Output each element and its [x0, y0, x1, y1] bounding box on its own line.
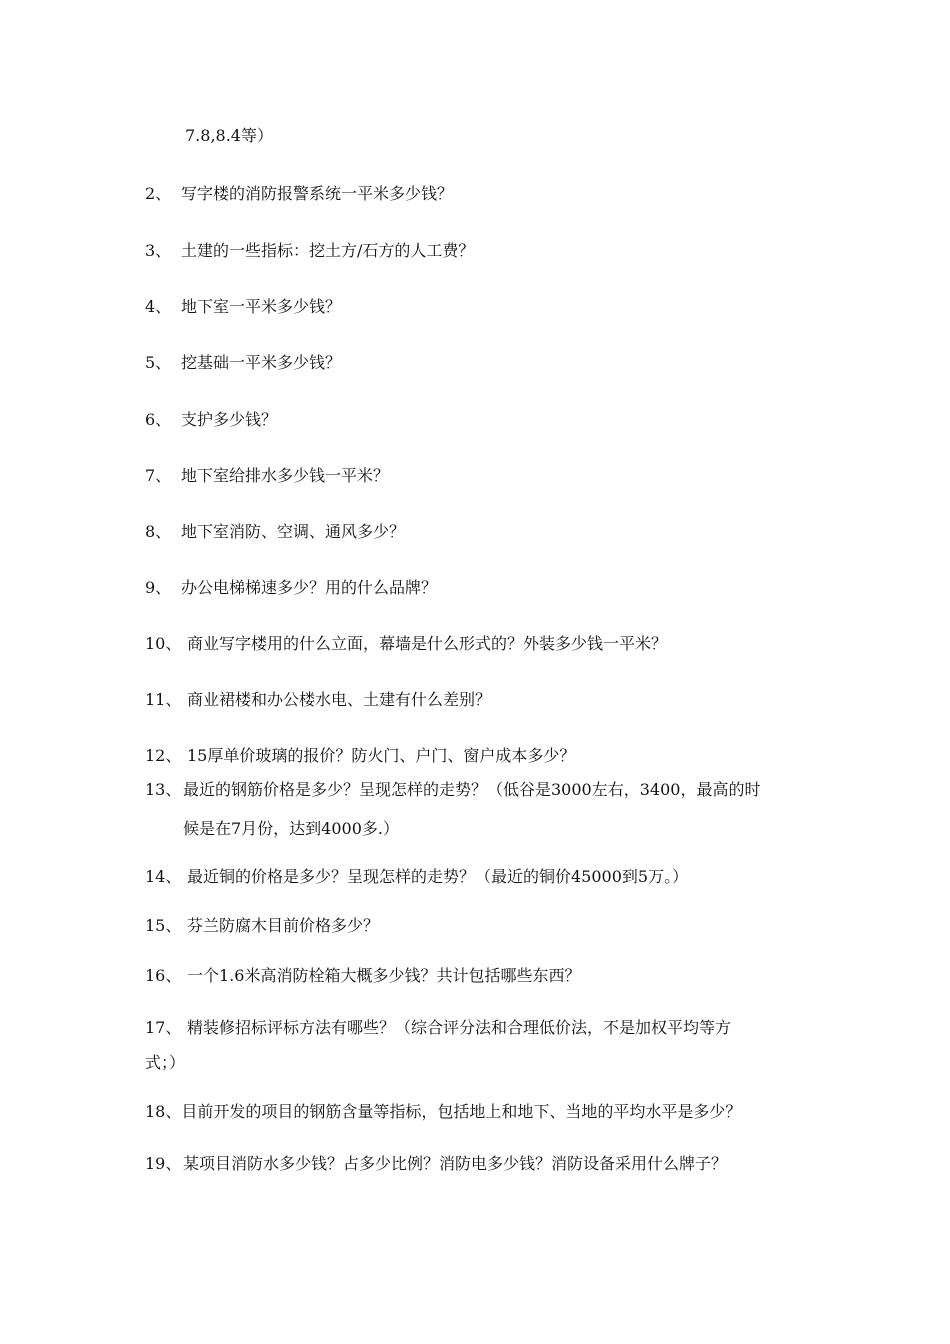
list-item [145, 866, 688, 888]
item-number: 16、 [145, 966, 182, 985]
item-text: 芬兰防腐木目前价格多少？ [187, 916, 380, 935]
item-text: 写字楼的消防报警系统一平米多少钱？ [181, 184, 454, 203]
list-item [145, 1101, 741, 1123]
item-number: 3、 [145, 241, 172, 260]
list-item [145, 240, 474, 262]
item-text: 地下室消防、空调、通风多少？ [181, 522, 406, 541]
list-item [145, 1153, 727, 1175]
item-number: 6、 [145, 410, 172, 429]
list-item [145, 745, 575, 767]
item-number: 10、 [145, 634, 182, 653]
item-text: 最近的钢筋价格是多少？呈现怎样的走势？（低谷是3000左右，3400，最高的时 [183, 780, 761, 799]
continuation-text: 7.8,8.4等） [185, 126, 273, 145]
item-text: 一个1.6米高消防栓箱大概多少钱？共计包括哪些东西？ [187, 966, 581, 985]
item-text: 土建的一些指标：挖土方/石方的人工费？ [181, 241, 475, 260]
list-item [145, 633, 667, 655]
list-item [145, 915, 379, 937]
item-number: 8、 [145, 522, 172, 541]
item-number: 5、 [145, 353, 172, 372]
item-text: 地下室一平米多少钱？ [181, 297, 342, 316]
item-number: 19、 [145, 1154, 182, 1173]
list-item [145, 689, 491, 711]
list-item [145, 296, 341, 318]
list-item-continuation: 候是在7月份，达到4000多.） [183, 819, 399, 838]
list-item [145, 465, 389, 487]
item-text: 地下室给排水多少钱一平米？ [181, 466, 390, 485]
item-text: 商业写字楼用的什么立面，幕墙是什么形式的？外装多少钱一平米？ [187, 634, 668, 653]
item-text: 办公电梯梯速多少？用的什么品牌？ [181, 578, 438, 597]
item-number: 12、 [145, 746, 182, 765]
list-item [145, 521, 405, 543]
item-text: 商业裙楼和办公楼水电、土建有什么差别？ [187, 690, 492, 709]
item-number: 9、 [145, 578, 172, 597]
item-text: 挖基础一平米多少钱？ [181, 353, 342, 372]
item-number: 17、 [145, 1018, 182, 1037]
item-number: 14、 [145, 867, 182, 886]
list-item [145, 183, 453, 205]
list-item [145, 409, 277, 431]
item-text: 某项目消防水多少钱？占多少比例？消防电多少钱？消防设备采用什么牌子？ [183, 1154, 728, 1173]
item-number: 13、 [145, 780, 182, 799]
item-number: 7、 [145, 466, 172, 485]
list-item [145, 352, 341, 374]
list-item [145, 577, 437, 599]
item-text: 最近铜的价格是多少？呈现怎样的走势？（最近的铜价45000到5万。） [187, 867, 689, 886]
item-text: 15厚单价玻璃的报价？防火门、户门、窗户成本多少？ [187, 746, 576, 765]
list-item-continuation: 式；） [145, 1053, 186, 1072]
item-number: 2、 [145, 184, 172, 203]
item-number: 18、 [145, 1102, 182, 1121]
item-number: 11、 [145, 690, 182, 709]
item-number: 15、 [145, 916, 182, 935]
item-text: 精装修招标评标方法有哪些？（综合评分法和合理低价法，不是加权平均等方 [187, 1018, 732, 1037]
item-text: 支护多少钱？ [181, 410, 278, 429]
item-text: 目前开发的项目的钢筋含量等指标，包括地上和地下、当地的平均水平是多少？ [181, 1102, 742, 1121]
list-item [145, 965, 580, 987]
list-item [145, 779, 760, 801]
item-number: 4、 [145, 297, 172, 316]
list-item [145, 1017, 731, 1039]
